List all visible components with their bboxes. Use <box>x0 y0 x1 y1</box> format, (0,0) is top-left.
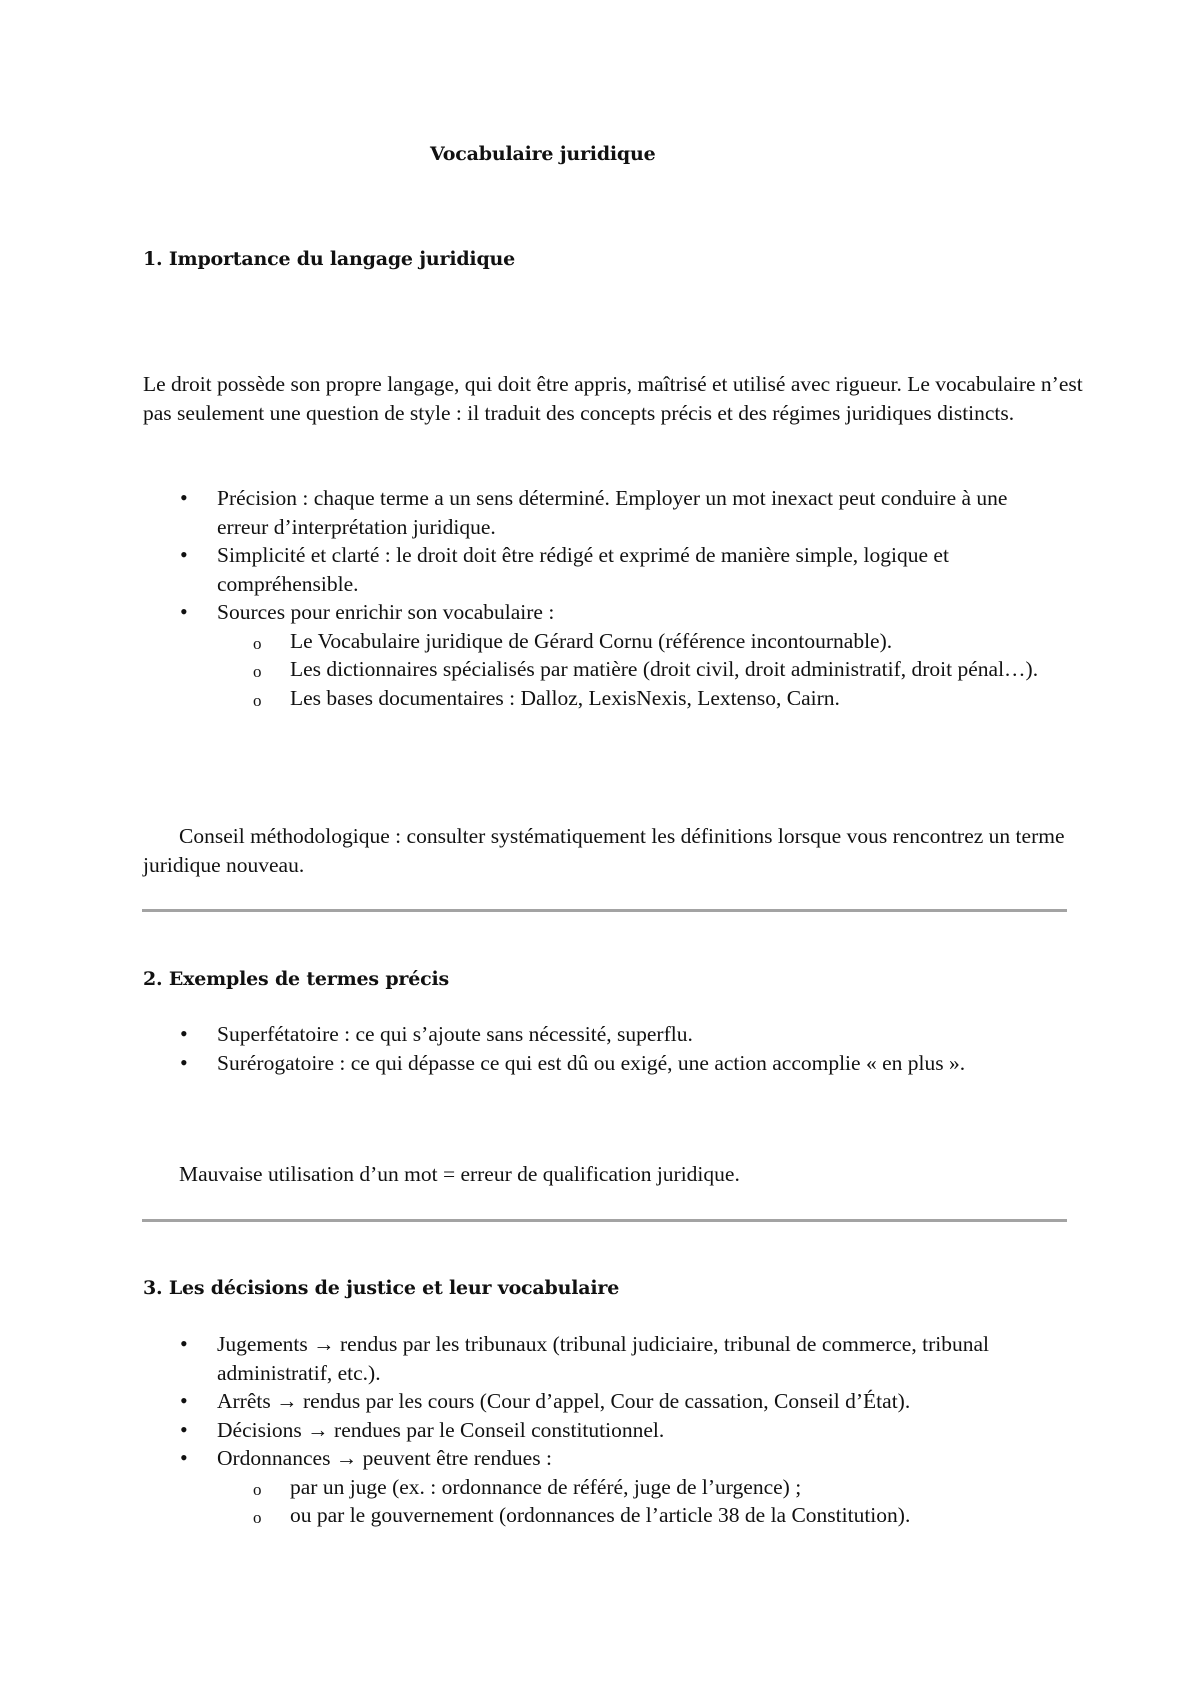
section-2-heading: 2. Exemples de termes précis <box>143 968 449 990</box>
list-item-text: Décisions → rendues par le Conseil constitutionnel. <box>217 1417 665 1442</box>
sub-list-item-text: Le Vocabulaire juridique de Gérard Cornu (référence incontournable). <box>290 628 893 653</box>
bullet-icon: • <box>180 542 188 567</box>
list-item <box>0 1416 1057 1445</box>
list-item <box>0 541 1057 598</box>
section-3-bullet-list <box>0 1330 1060 1530</box>
list-item <box>0 1444 1057 1473</box>
circle-bullet-icon: o <box>253 690 262 710</box>
sub-list-item <box>0 1473 1060 1502</box>
list-item-text: Surérogatoire : ce qui dépasse ce qui est dû ou exigé, une action accomplie « en plus ». <box>217 1050 966 1075</box>
bullet-icon: • <box>180 1445 188 1470</box>
section-1-intro: Le droit possède son propre langage, qui doit être appris, maîtrisé et utilisé avec rigueur. Le vocabulaire n’est pas seulement une question de style : il traduit des concepts précis et des régimes juridiques distincts. <box>143 372 1083 425</box>
sub-list-item <box>0 1501 1060 1530</box>
sub-list-item-text: Les dictionnaires spécialisés par matière (droit civil, droit administratif, droit pénal…). <box>290 657 1039 681</box>
list-item-text: Jugements → rendus par les tribunaux (tribunal judiciaire, tribunal de commerce, tribunal administratif, etc.). <box>217 1332 989 1385</box>
section-divider <box>142 1219 1067 1222</box>
circle-bullet-icon: o <box>253 1479 262 1499</box>
section-2-bullet-list <box>0 1020 1117 1077</box>
circle-bullet-icon: o <box>253 1508 262 1527</box>
sub-list-item-text: par un juge (ex. : ordonnance de référé, juge de l’urgence) ; <box>290 1474 802 1499</box>
sub-list-item-text: Les bases documentaires : Dalloz, LexisNexis, Lextenso, Cairn. <box>290 685 840 710</box>
section-divider <box>142 909 1067 912</box>
list-item-text: Arrêts → rendus par les cours (Cour d’appel, Cour de cassation, Conseil d’État). <box>217 1389 911 1413</box>
bullet-icon: • <box>180 1388 188 1413</box>
list-item <box>0 1049 1117 1078</box>
qualification-note: Mauvaise utilisation d’un mot = erreur de qualification juridique. <box>179 1162 740 1186</box>
list-item <box>0 598 1057 627</box>
sub-list-item <box>0 627 1060 656</box>
list-item-text: Sources pour enrichir son vocabulaire : <box>217 600 555 624</box>
sub-list-item-text: ou par le gouvernement (ordonnances de l’article 38 de la Constitution). <box>290 1503 911 1527</box>
list-item <box>0 484 1057 541</box>
circle-bullet-icon: o <box>253 662 262 681</box>
list-item <box>0 1387 1057 1416</box>
circle-bullet-icon: o <box>253 633 262 653</box>
bullet-icon: • <box>180 1049 188 1075</box>
methodology-advice: Conseil méthodologique : consulter systématiquement les définitions lorsque vous rencontrez un terme juridique nouveau. <box>143 824 1065 877</box>
bullet-icon: • <box>180 1416 188 1442</box>
bullet-icon: • <box>180 1331 188 1356</box>
section-3-heading: 3. Les décisions de justice et leur vocabulaire <box>143 1277 620 1299</box>
list-item-text: Simplicité et clarté : le droit doit être rédigé et exprimé de manière simple, logique et compréhensible. <box>217 543 949 596</box>
sub-list-item <box>0 655 1060 684</box>
list-item-text: Précision : chaque terme a un sens déterminé. Employer un mot inexact peut conduire à une erreur d’interprétation juridique. <box>217 486 1008 539</box>
list-item <box>0 1330 1057 1387</box>
section-1-heading: 1. Importance du langage juridique <box>143 248 516 270</box>
bullet-icon: • <box>180 485 188 510</box>
section-1-bullet-list <box>0 484 1060 712</box>
list-item <box>0 1020 1117 1049</box>
list-item-text: Ordonnances → peuvent être rendues : <box>217 1446 552 1470</box>
sub-list-item <box>0 684 1060 713</box>
bullet-icon: • <box>180 1021 188 1046</box>
list-item-text: Superfétatoire : ce qui s’ajoute sans nécessité, superflu. <box>217 1022 693 1046</box>
document-title: Vocabulaire juridique <box>430 143 656 165</box>
bullet-icon: • <box>180 599 188 624</box>
